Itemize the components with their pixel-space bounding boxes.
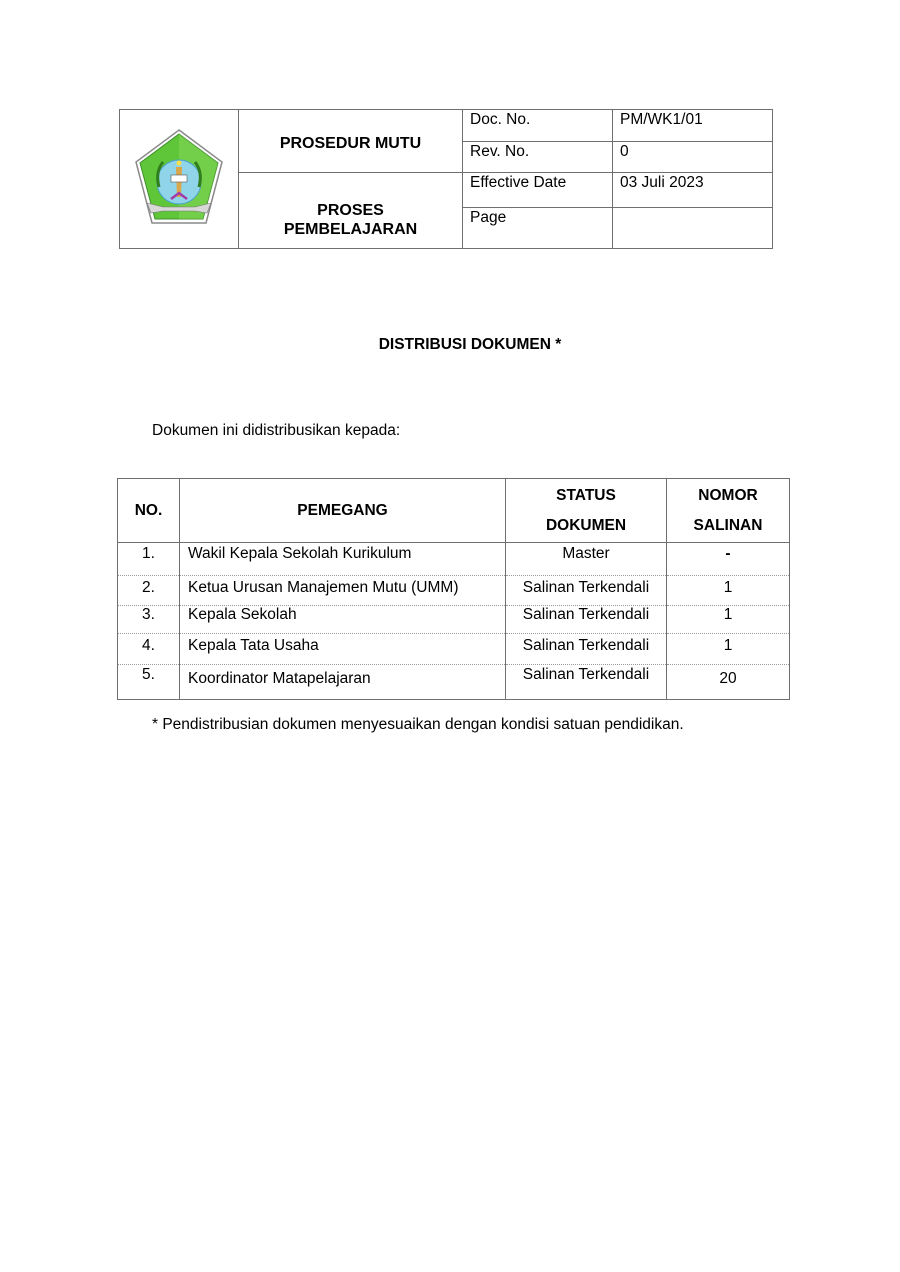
header-copy <box>667 479 790 543</box>
school-logo-icon <box>133 127 225 227</box>
header-status-line1: STATUS <box>556 486 616 504</box>
document-header-table <box>119 109 773 249</box>
row-holder: Kepala Sekolah <box>180 606 506 634</box>
doc-type: PROSEDUR MUTU <box>279 134 422 152</box>
row-status: Master <box>506 543 667 576</box>
table-row <box>118 665 790 700</box>
table-row <box>118 634 790 665</box>
row-status: Salinan Terkendali <box>506 634 667 665</box>
intro-text: Dokumen ini didistribusikan kepada: <box>152 422 401 439</box>
row-copy: 20 <box>667 665 790 700</box>
row-number: 1. <box>118 543 180 576</box>
effective-date-value: 03 Juli 2023 <box>613 173 773 208</box>
table-row <box>118 606 790 634</box>
header-status <box>506 479 667 543</box>
section-title: DISTRIBUSI DOKUMEN * <box>378 336 562 353</box>
header-copy-line2: SALINAN <box>693 516 763 534</box>
row-number: 4. <box>118 634 180 665</box>
table-row <box>118 543 790 576</box>
row-number: 3. <box>118 606 180 634</box>
footnote: * Pendistribusian dokumen menyesuaikan dengan kondisi satuan pendidikan. <box>152 716 684 733</box>
doc-title-line2: PEMBELAJARAN <box>283 220 418 238</box>
doc-number-value: PM/WK1/01 <box>613 110 773 142</box>
doc-title-cell <box>239 173 463 249</box>
row-copy: - <box>667 543 790 576</box>
row-holder: Koordinator Matapelajaran <box>180 665 506 700</box>
row-holder: Kepala Tata Usaha <box>180 634 506 665</box>
field-label: Effective Date <box>463 173 613 208</box>
row-number: 5. <box>118 665 180 700</box>
row-copy: 1 <box>667 576 790 606</box>
row-holder: Wakil Kepala Sekolah Kurikulum <box>180 543 506 576</box>
logo-cell <box>120 110 239 249</box>
field-label: Rev. No. <box>463 142 613 173</box>
row-status: Salinan Terkendali <box>506 576 667 606</box>
row-holder: Ketua Urusan Manajemen Mutu (UMM) <box>180 576 506 606</box>
table-row <box>118 576 790 606</box>
row-status: Salinan Terkendali <box>506 606 667 634</box>
header-copy-line1: NOMOR <box>698 486 758 504</box>
row-copy: 1 <box>667 634 790 665</box>
revision-value: 0 <box>613 142 773 173</box>
doc-type-cell <box>239 110 463 173</box>
header-status-line2: DOKUMEN <box>545 516 627 534</box>
row-number: 2. <box>118 576 180 606</box>
field-label: Page <box>463 208 613 249</box>
page-value <box>613 208 773 249</box>
field-label: Doc. No. <box>463 110 613 142</box>
header-no: NO. <box>118 479 180 543</box>
row-status: Salinan Terkendali <box>506 665 667 700</box>
doc-title-line1: PROSES <box>317 201 384 219</box>
row-copy: 1 <box>667 606 790 634</box>
distribution-table <box>117 478 790 700</box>
header-holder: PEMEGANG <box>180 479 506 543</box>
